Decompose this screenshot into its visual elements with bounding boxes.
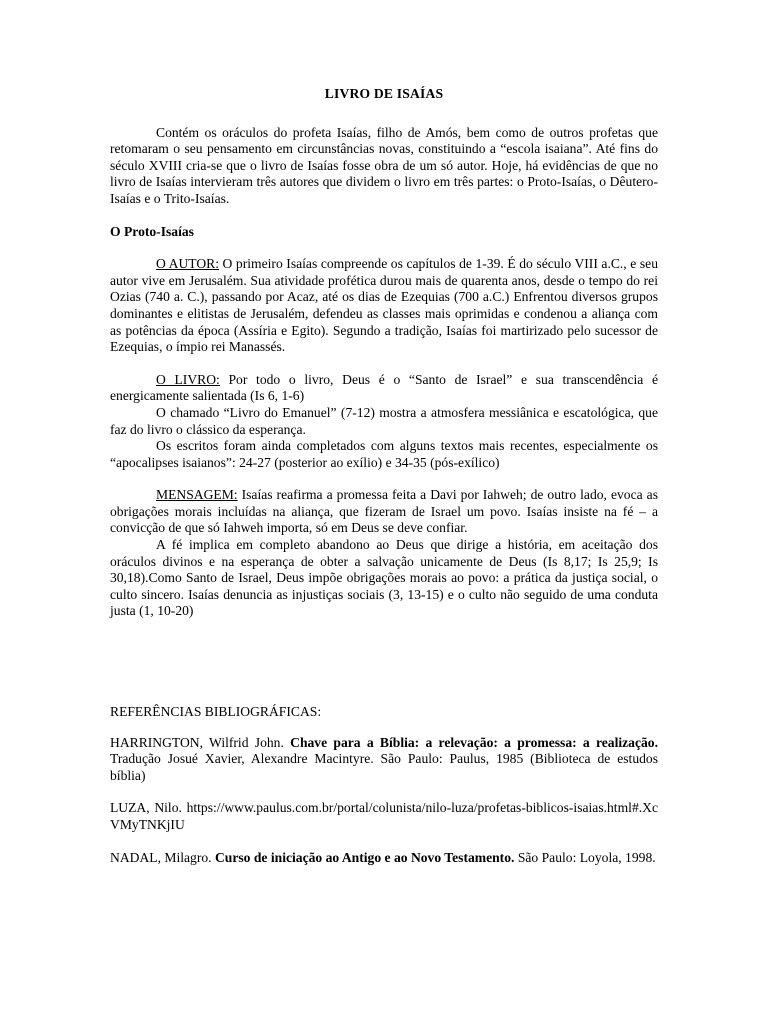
ref-luza-url[interactable]: https://www.paulus.com.br/portal/colunista/nilo-luza/profetas-biblicos-isaias.html#.XcVMyTNKjIU (110, 800, 658, 832)
livro-paragraph-2: O chamado “Livro do Emanuel” (7-12) mostra a atmosfera messiânica e escatológica, que faz do livro o clássico da esperança. (110, 404, 658, 437)
ref-harrington-author: HARRINGTON, Wilfrid John. (110, 734, 291, 750)
autor-paragraph (110, 256, 658, 356)
reference-nadal (110, 850, 658, 867)
livro-paragraph-3: Os escritos foram ainda completados com alguns textos mais recentes, especialmente os “apocalipses isaianos”: 24-27 (posterior ao exílio) e 34-35 (pós-exílico) (110, 438, 658, 470)
livro-paragraph (110, 372, 658, 405)
livro-label: O LIVRO: (156, 371, 220, 387)
mensagem-paragraph-2: A fé implica em completo abandono ao Deus que dirige a história, em aceitação dos oráculos divinos e na esperança de obter a salvação unicamente de Deus (Is 8,17; Is 25,9; Is 30,18).Como Santo de Israel, Deus impõe obrigações morais ao povo: a prática da justiça social, o culto sincero. Isaías denuncia as injustiças sociais (3, 13-15) e o culto não seguido de uma conduta justa (1, 10-20) (110, 537, 658, 619)
livro-text: Por todo o livro, Deus é o “Santo de Israel” e sua transcendência é energicamente salientada (Is 6, 1-6) (110, 371, 658, 404)
ref-luza-author: LUZA, Nilo. (110, 800, 187, 816)
intro-paragraph: Contém os oráculos do profeta Isaías, filho de Amós, bem como de outros profetas que retomaram o seu pensamento em circunstâncias novas, constituindo a “escola isaiana”. Até fins do século XVIII cria-se que o livro de Isaías fosse obra de um só autor. Hoje, há evidências de que no livro de Isaías intervieram três autores que dividem o livro em três partes: o Proto-Isaías, o Dêutero-Isaías e o Trito-Isaías. (110, 124, 658, 206)
ref-harrington-rest: Tradução Josué Xavier, Alexandre Macintyre. São Paulo: Paulus, 1985 (Biblioteca de estudos bíblia) (110, 751, 658, 783)
document-page (110, 86, 658, 882)
section-heading: O Proto-Isaías (110, 223, 194, 239)
autor-label: O AUTOR: (156, 256, 219, 272)
reference-harrington (110, 735, 658, 785)
reference-luza (110, 800, 658, 833)
ref-nadal-author: NADAL, Milagro. (110, 849, 215, 865)
autor-text: O primeiro Isaías compreende os capítulos de 1-39. É do século VIII a.C., e seu autor vive em Jerusalém. Sua atividade profética durou mais de quarenta anos, desde o tempo do rei Ozias (740 a. C.), passando por Acaz, até os dias de Ezequias (700 a.C.) Enfrentou diversos grupos dominantes e elitistas de Jerusalém, defendeu as classes mais oprimidas e condenou a aliança com as potências da época (Assíria e Egito). Segundo a tradição, Isaías foi martirizado pelo sucessor de Ezequias, o ímpio rei Manassés. (110, 256, 658, 355)
ref-nadal-rest: São Paulo: Loyola, 1998. (514, 849, 656, 865)
ref-harrington-title: Chave para a Bíblia: a relevação: a promessa: a realização. (290, 734, 659, 750)
ref-nadal-title: Curso de iniciação ao Antigo e ao Novo Testamento. (214, 849, 515, 865)
mensagem-text: Isaías reafirma a promessa feita a Davi por Iahweh; de outro lado, evoca as obrigações morais incluídas na aliança, que fizeram de Israel um povo. Isaías insiste na fé – a convicção de que só Iahweh importa, só em Deus se deve confiar. (110, 487, 658, 536)
mensagem-label: MENSAGEM: (156, 487, 238, 503)
references-heading: REFERÊNCIAS BIBLIOGRÁFICAS: (110, 704, 322, 720)
mensagem-paragraph (110, 487, 658, 537)
document-title: LIVRO DE ISAÍAS (324, 86, 444, 101)
